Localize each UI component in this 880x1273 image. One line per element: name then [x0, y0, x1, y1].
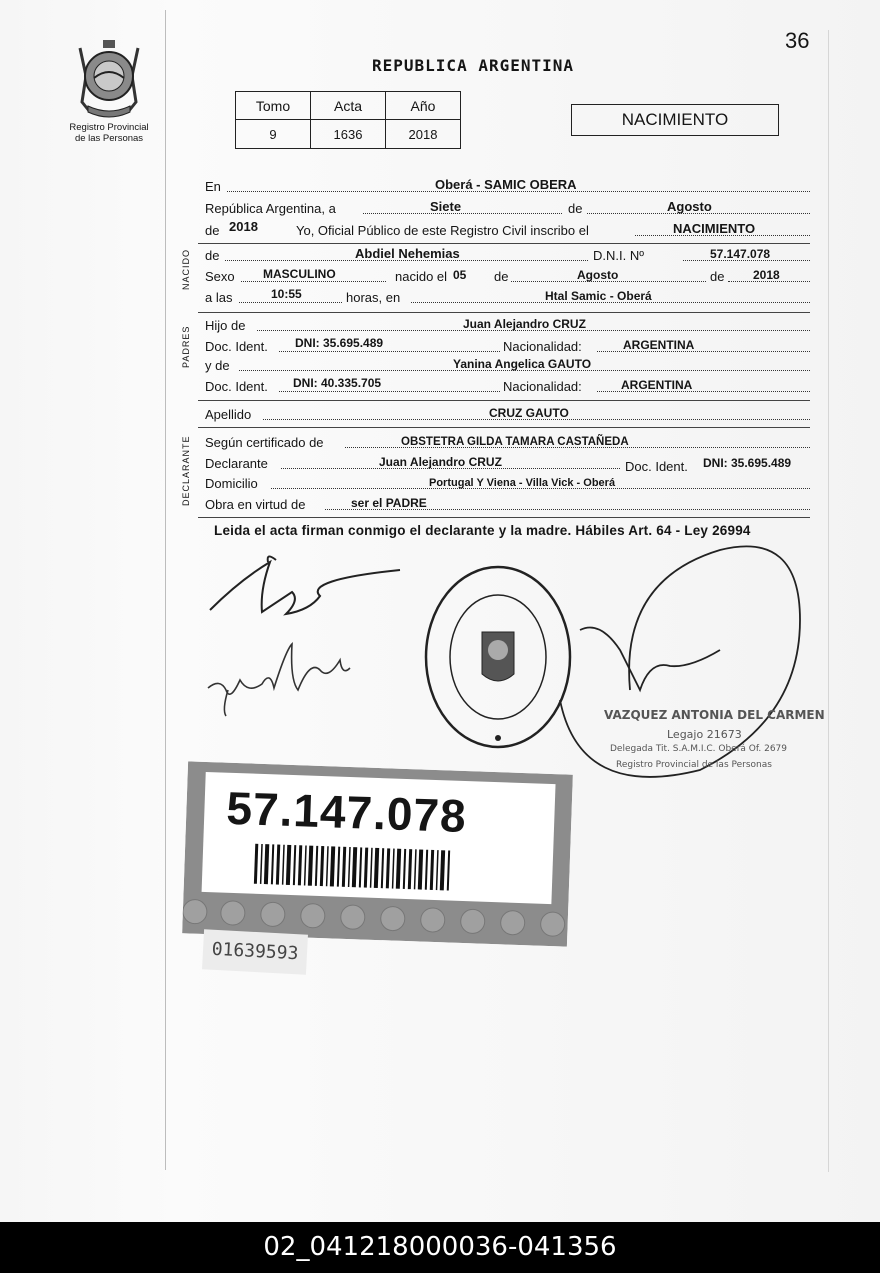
value-madre-doc: DNI: 40.335.705 [293, 376, 382, 390]
label-apellido: Apellido [205, 407, 252, 422]
label-nacionalidad: Nacionalidad: [503, 339, 582, 354]
declarante-signature [210, 556, 400, 614]
row-certificado [205, 431, 810, 451]
row-apellido [205, 403, 810, 423]
page-left-edge [165, 10, 166, 1170]
oficial-name: VAZQUEZ ANTONIA DEL CARMEN [604, 708, 825, 722]
row-domicilio [205, 472, 810, 492]
section-label-padres: PADRES [181, 325, 191, 368]
row-lugar [205, 175, 810, 195]
registry-seal-icon [422, 562, 574, 752]
label-nacido: nacido el [395, 269, 448, 284]
barcode-number: 57.147.078 [225, 781, 468, 843]
row-nombre [205, 244, 810, 264]
value-obra: ser el PADRE [351, 496, 427, 510]
page-right-edge [828, 30, 829, 1172]
value-dia: Siete [430, 199, 462, 214]
row-sexo [205, 265, 810, 285]
value-certificado: OBSTETRA GILDA TAMARA CASTAÑEDA [401, 436, 629, 448]
label-sexo: Sexo [205, 269, 235, 284]
label-de: de [205, 223, 220, 238]
table-value-anio: 2018 [386, 120, 461, 149]
label-doc: Doc. Ident. [205, 379, 268, 394]
table-value-acta: 1636 [311, 120, 386, 149]
value-padre: Juan Alejandro CRUZ [463, 317, 586, 331]
registro-logo-icon [72, 36, 146, 120]
oficial-legajo: Legajo 21673 [667, 728, 742, 741]
row-hora [205, 286, 810, 306]
table-header-anio: Año [386, 92, 461, 120]
label-dni: D.N.I. Nº [593, 248, 644, 263]
value-domicilio: Portugal Y Viena - Villa Vick - Oberá [429, 477, 616, 489]
row-obra [205, 493, 810, 513]
label-domicilio: Domicilio [205, 476, 258, 491]
label-republica: República Argentina, a [205, 201, 336, 216]
value-dni: 57.147.078 [710, 247, 771, 261]
label-y-de: y de [205, 358, 230, 373]
label-obra: Obra en virtud de [205, 497, 306, 512]
label-nacionalidad: Nacionalidad: [503, 379, 582, 394]
row-inscripcion [205, 219, 810, 239]
page-number: 36 [785, 28, 810, 53]
label-de: de [205, 248, 220, 263]
country-title: REPUBLICA ARGENTINA [372, 56, 575, 75]
dni-barcode-label [182, 761, 573, 946]
value-sexo: MASCULINO [263, 267, 336, 281]
value-padre-nac: ARGENTINA [623, 338, 695, 352]
label-hijo-de: Hijo de [205, 318, 246, 333]
row-fecha [205, 197, 810, 217]
value-lugar: Oberá - SAMIC OBERA [435, 177, 577, 192]
value-padre-doc: DNI: 35.695.489 [295, 336, 384, 350]
control-number: 01639593 [202, 929, 308, 974]
label-de: de [494, 269, 509, 284]
value-declarante: Juan Alejandro CRUZ [379, 455, 502, 469]
row-madre [205, 354, 810, 374]
section-label-nacido: NACIDO [181, 248, 191, 290]
logo-caption-line: de las Personas [74, 133, 144, 144]
oficial-signature [560, 546, 800, 777]
value-dia-nacimiento: 05 [453, 268, 467, 282]
row-padre [205, 314, 810, 334]
label-doc: Doc. Ident. [625, 459, 688, 474]
row-declarante [205, 452, 810, 472]
closing-statement: Leida el acta firman conmigo el declarante y la madre. Hábiles Art. 64 - Ley 26994 [214, 523, 751, 538]
label-a-las: a las [205, 290, 233, 305]
value-mes-nacimiento: Agosto [577, 268, 619, 282]
table-header-tomo: Tomo [236, 92, 311, 120]
table-header-acta: Acta [311, 92, 386, 120]
logo-caption-line: Registro Provincial [69, 122, 149, 133]
value-declarante-doc: DNI: 35.695.489 [703, 456, 792, 470]
label-horas: horas, en [346, 290, 401, 305]
oficial-cargo: Delegada Tit. S.A.M.I.C. Oberá Of. 2679 [610, 744, 788, 754]
label-de: de [710, 269, 725, 284]
scan-footer: 02_041218000036-041356 [0, 1222, 880, 1273]
value-anio-nacimiento: 2018 [753, 268, 780, 282]
label-oficial: Yo, Oficial Público de este Registro Civil inscribo el [296, 223, 589, 238]
label-certificado: Según certificado de [205, 435, 324, 450]
label-de: de [568, 201, 583, 216]
label-en: En [205, 179, 221, 194]
value-madre-nac: ARGENTINA [621, 378, 693, 392]
row-padre-doc [205, 335, 810, 355]
value-inscripcion: NACIMIENTO [673, 221, 756, 236]
label-doc: Doc. Ident. [205, 339, 268, 354]
value-madre: Yanina Angelica GAUTO [453, 357, 592, 371]
value-mes: Agosto [667, 199, 712, 214]
row-madre-doc [205, 375, 810, 395]
value-lugar-nacimiento: Htal Samic - Oberá [545, 289, 652, 303]
value-hora: 10:55 [271, 287, 302, 301]
value-nombre: Abdiel Nehemias [355, 246, 460, 261]
section-label-declarante: DECLARANTE [181, 435, 191, 506]
oficial-registro: Registro Provincial de las Personas [616, 760, 772, 770]
label-declarante: Declarante [205, 456, 268, 471]
logo-caption [52, 122, 166, 144]
value-apellido: CRUZ GAUTO [489, 406, 569, 420]
registro-table [235, 91, 461, 149]
value-anio: 2018 [229, 219, 258, 234]
madre-signature [208, 644, 350, 716]
record-type-box: NACIMIENTO [571, 104, 779, 136]
table-value-tomo: 9 [236, 120, 311, 149]
